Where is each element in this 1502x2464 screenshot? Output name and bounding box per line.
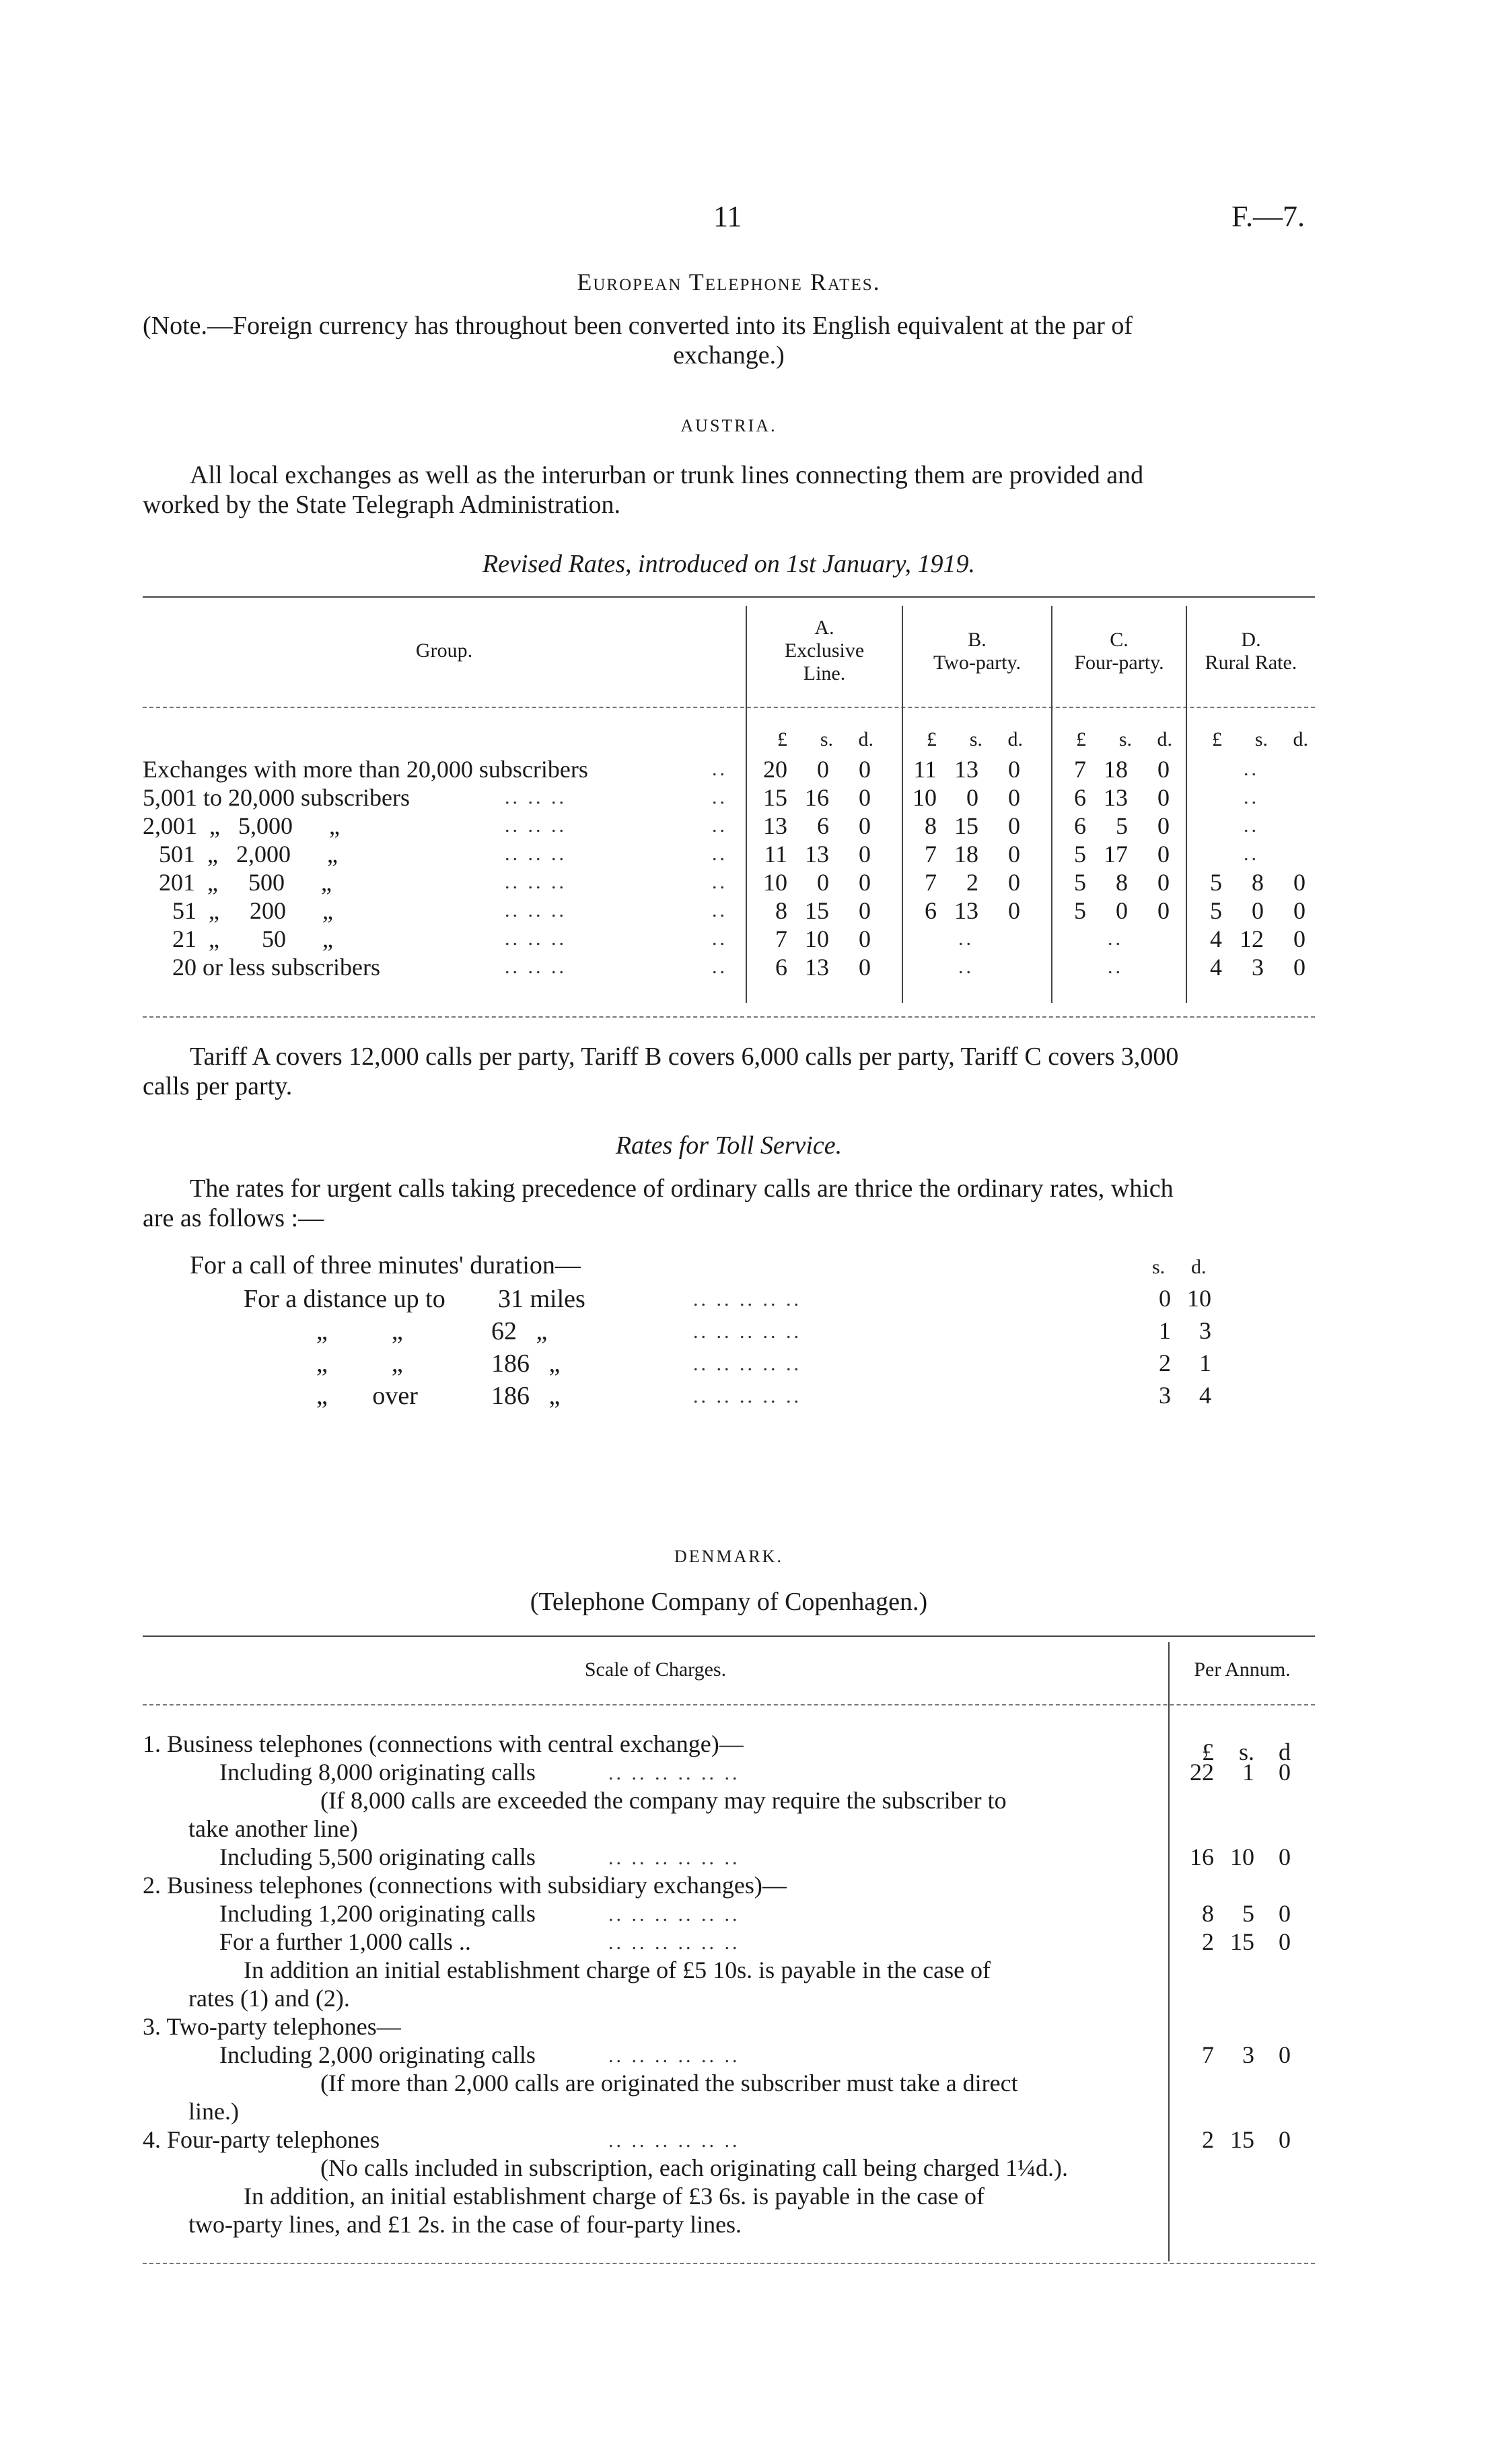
denmark-subtitle: (Telephone Company of Copenhagen.) [530,1588,928,1616]
tariff-note-line2: calls per party. [143,1072,293,1100]
toll-intro-line1: The rates for urgent calls taking precedence of ordinary calls are thrice the ordinary rates, which [190,1174,1174,1203]
rate-pence: 0 [1157,841,1170,868]
leader-dots: .. .. .. .. .. .. [608,2045,740,2067]
unit-pence: d. [1007,728,1023,750]
leader-dots: .. .. .. [505,899,567,921]
rate-shillings: 13 [1104,784,1128,811]
leader-dots: .. [712,814,727,837]
column-header-b: B. Two-party. [933,629,1022,674]
rate-empty: .. [1244,843,1259,865]
rate-pence: 0 [859,869,871,896]
rate-shillings: 10 [805,925,829,952]
rate-pence: 0 [1293,897,1306,924]
rate-pounds: 7 [1074,756,1086,783]
amount-pence: 0 [1279,1759,1291,1786]
rate-shillings: 16 [805,784,829,811]
rate-pence: 0 [1008,869,1020,896]
rate-empty: .. [1108,927,1123,950]
toll-lead: For a call of three minutes' duration— [190,1251,581,1279]
unit-pound: £ [1076,728,1086,750]
rate-pence: 0 [1008,841,1020,868]
rate-pence: 0 [859,954,871,981]
row-group-label: Exchanges with more than 20,000 subscribers [143,756,588,783]
unit-pence: d. [1293,728,1308,750]
leader-dots: .. .. .. .. .. .. [608,1847,740,1869]
leader-dots: .. [712,899,727,921]
rate-shillings: 15 [954,812,978,839]
rate-pounds: 10 [913,784,937,811]
column-divider [1168,1642,1170,2261]
leader-dots: .. [712,927,727,950]
leader-dots: .. .. .. .. .. [693,1288,801,1310]
row-group-label: 20 or less subscribers [172,954,380,981]
leader-dots: .. .. .. .. .. .. [608,1903,740,1926]
document-title: European Telephone Rates. [577,269,881,295]
rate-pence: 0 [1157,756,1170,783]
rate-pence: 0 [1008,897,1020,924]
denmark-table-top-rule [143,1635,1315,1637]
amount-pence: 0 [1279,2126,1291,2153]
rate-pounds: 11 [764,841,787,868]
austria-intro-line1: All local exchanges as well as the interurban or trunk lines connecting them are provided and [190,461,1144,489]
rate-pounds: 7 [775,925,787,952]
rate-empty: .. [1244,814,1259,837]
unit-shilling: s. [820,728,833,750]
rate-pence: 0 [1157,812,1170,839]
amount-shillings: 5 [1242,1900,1254,1927]
toll-pence: 10 [1187,1285,1211,1312]
tariff-note-line1: Tariff A covers 12,000 calls per party, Tariff B covers 6,000 calls per party, Tariff C covers 3,000 [190,1043,1179,1071]
rate-pence: 0 [1293,869,1306,896]
denmark-line-5: 2. Business telephones (connections with subsidiary exchanges)— [143,1872,787,1899]
leader-dots: .. .. .. [505,927,567,950]
amount-shillings: 1 [1242,1759,1254,1786]
leader-dots: .. .. .. .. .. [693,1321,801,1343]
rate-pounds: 5 [1074,869,1086,896]
rate-pounds: 5 [1074,841,1086,868]
leader-dots: .. .. .. [505,843,567,865]
denmark-line-11a: (If more than 2,000 calls are originated the subscriber must take a direct [320,2070,1018,2097]
amount-pounds: 22 [1190,1759,1214,1786]
rate-pence: 0 [859,925,871,952]
leader-dots: .. .. .. [505,871,567,893]
toll-distance-prefix: „ „ [316,1349,403,1378]
denmark-line-11b: line.) [188,2098,239,2125]
leader-dots: .. .. .. .. .. [693,1385,801,1407]
rate-shillings: 13 [805,954,829,981]
amount-shillings: 15 [1230,1928,1254,1955]
rate-pence: 0 [1008,812,1020,839]
rate-pounds: 8 [925,812,937,839]
unit-pound: £ [1212,728,1222,750]
leader-dots: .. [712,871,727,893]
leader-dots: .. .. .. .. .. [693,1353,801,1375]
amount-pounds: 7 [1202,2041,1214,2068]
toll-shillings: 3 [1159,1382,1171,1409]
unit-pound: £ [1202,1738,1214,1765]
rate-shillings: 8 [1116,869,1128,896]
denmark-line-13: (No calls included in subscription, each originating call being charged 1¼d.). [320,2154,1069,2181]
toll-pence: 3 [1199,1317,1211,1344]
toll-distance-miles: 62 „ [491,1317,548,1345]
toll-pence: 4 [1199,1382,1211,1409]
rate-shillings: 0 [817,869,829,896]
unit-pence: d. [858,728,873,750]
column-header-d: D. Rural Rate. [1205,629,1297,674]
rate-shillings: 2 [966,869,978,896]
rate-pence: 0 [1293,954,1306,981]
row-group-label: 21 „ 50 „ [172,925,333,952]
rate-shillings: 0 [966,784,978,811]
amount-pence: 0 [1279,1928,1291,1955]
toll-title: Rates for Toll Service. [615,1131,843,1160]
denmark-line-8b: rates (1) and (2). [188,1985,350,2012]
toll-distance-miles: 186 „ [491,1382,561,1410]
toll-distance-miles: 31 miles [498,1285,585,1313]
rate-pounds: 11 [913,756,937,783]
rate-pounds: 10 [763,869,787,896]
rate-pounds: 7 [925,841,937,868]
amount-pounds: 2 [1202,1928,1214,1955]
toll-shillings: 1 [1159,1317,1171,1344]
amount-shillings: 10 [1230,1843,1254,1870]
amount-pounds: 8 [1202,1900,1214,1927]
rate-pounds: 7 [925,869,937,896]
rate-pence: 0 [859,756,871,783]
toll-shillings: 0 [1159,1285,1171,1312]
rate-pounds: 6 [775,954,787,981]
toll-unit-s: s. [1152,1256,1166,1278]
denmark-line-6: Including 1,200 originating calls [219,1900,536,1927]
denmark-line-9: 3. Two-party telephones— [143,2013,401,2040]
denmark-line-4: Including 5,500 originating calls [219,1843,536,1870]
rate-empty: .. [1244,786,1259,808]
rate-pence: 0 [1008,756,1020,783]
denmark-line-1: 1. Business telephones (connections with central exchange)— [143,1730,744,1757]
unit-shilling: s. [969,728,982,750]
unit-shilling: s. [1254,728,1268,750]
denmark-heading: DENMARK. [674,1547,783,1566]
rate-pounds: 20 [763,756,787,783]
toll-distance-prefix: For a distance up to [244,1285,445,1313]
austria-heading: AUSTRIA. [680,416,777,435]
rate-pounds: 4 [1210,954,1222,981]
rate-pence: 0 [1157,784,1170,811]
leader-dots: .. .. .. [505,786,567,808]
unit-pence: d [1279,1738,1291,1765]
rate-empty: .. [1244,758,1259,780]
row-group-label: 201 „ 500 „ [159,869,332,896]
column-header-group: Group. [415,639,473,662]
denmark-line-10: Including 2,000 originating calls [219,2041,536,2068]
amount-pounds: 2 [1202,2126,1214,2153]
column-header-scale: Scale of Charges. [584,1658,727,1681]
rate-shillings: 17 [1104,841,1128,868]
table-top-rule [143,596,1315,598]
denmark-line-3a: (If 8,000 calls are exceeded the company may require the subscriber to [320,1787,1007,1814]
austria-table-title: Revised Rates, introduced on 1st January, 1919. [482,550,976,578]
rate-pence: 0 [859,897,871,924]
rate-shillings: 13 [805,841,829,868]
amount-pence: 0 [1279,1900,1291,1927]
denmark-line-3b: take another line) [188,1815,358,1842]
row-group-label: 501 „ 2,000 „ [159,841,338,868]
rate-pence: 0 [859,812,871,839]
rate-shillings: 13 [954,756,978,783]
rate-empty: .. [1108,956,1123,978]
denmark-line-14b: two-party lines, and £1 2s. in the case of four-party lines. [188,2211,742,2238]
rate-pounds: 13 [763,812,787,839]
leader-dots: .. .. .. [505,956,567,978]
rate-pounds: 6 [1074,784,1086,811]
rate-empty: .. [958,927,974,950]
rate-shillings: 12 [1240,925,1264,952]
rate-pounds: 15 [763,784,787,811]
denmark-line-8a: In addition an initial establishment charge of £5 10s. is payable in the case of [244,1957,991,1983]
rate-shillings: 0 [1252,897,1264,924]
table-bottom-rule [143,1016,1315,1018]
toll-distance-miles: 186 „ [491,1349,561,1378]
denmark-line-14a: In addition, an initial establishment charge of £3 6s. is payable in the case of [244,2183,985,2210]
rate-shillings: 6 [817,812,829,839]
toll-distance-prefix: „ „ [316,1317,403,1345]
denmark-table-bottom-rule [143,2263,1315,2264]
rate-pence: 0 [859,841,871,868]
rate-shillings: 18 [954,841,978,868]
unit-pound: £ [927,728,937,750]
leader-dots: .. .. .. [505,814,567,837]
column-header-a: A. Exclusive Line. [784,617,865,684]
row-group-label: 2,001 „ 5,000 „ [143,812,340,839]
currency-note-line2: exchange.) [673,341,785,369]
rate-shillings: 18 [1104,756,1128,783]
unit-shilling: s. [1238,1738,1254,1765]
toll-intro-line2: are as follows :— [143,1204,324,1232]
row-group-label: 5,001 to 20,000 subscribers [143,784,410,811]
toll-pence: 1 [1199,1349,1211,1376]
rate-pence: 0 [1157,897,1170,924]
row-group-label: 51 „ 200 „ [172,897,333,924]
denmark-line-2: Including 8,000 originating calls [219,1759,536,1786]
currency-note-line1: (Note.—Foreign currency has throughout been converted into its English equivalent at the par of [143,312,1133,340]
leader-dots: .. [712,758,727,780]
leader-dots: .. [712,843,727,865]
column-header-c: C. Four-party. [1074,629,1164,674]
denmark-header-rule [143,1704,1315,1705]
rate-empty: .. [958,956,974,978]
rate-shillings: 0 [817,756,829,783]
rate-pounds: 8 [775,897,787,924]
toll-shillings: 2 [1159,1349,1171,1376]
leader-dots: .. .. .. .. .. .. [608,2129,740,2152]
rate-pounds: 6 [1074,812,1086,839]
table-header-rule [143,707,1315,708]
rate-pounds: 4 [1210,925,1222,952]
rate-shillings: 5 [1116,812,1128,839]
amount-pence: 0 [1279,2041,1291,2068]
rate-shillings: 3 [1252,954,1264,981]
rate-pounds: 6 [925,897,937,924]
amount-shillings: 15 [1230,2126,1254,2153]
rate-pence: 0 [1157,869,1170,896]
leader-dots: .. .. .. .. .. .. [608,1932,740,1954]
leader-dots: .. .. .. .. .. .. [608,1762,740,1784]
austria-intro-line2: worked by the State Telegraph Administration. [143,491,621,519]
unit-pound: £ [777,728,787,750]
unit-shilling: s. [1118,728,1132,750]
page-reference: F.—7. [1231,200,1305,233]
leader-dots: .. [712,956,727,978]
column-header-per-annum: Per Annum. [1194,1658,1291,1681]
toll-unit-d: d. [1191,1256,1207,1278]
denmark-line-7: For a further 1,000 calls .. [219,1928,471,1955]
leader-dots: .. [712,786,727,808]
rate-shillings: 15 [805,897,829,924]
amount-shillings: 3 [1242,2041,1254,2068]
denmark-line-12: 4. Four-party telephones [143,2126,380,2153]
page-number: 11 [713,200,742,233]
rate-pounds: 5 [1210,869,1222,896]
rate-pence: 0 [1008,784,1020,811]
rate-pounds: 5 [1210,897,1222,924]
amount-pence: 0 [1279,1843,1291,1870]
toll-distance-prefix: „ over [316,1382,418,1410]
amount-pounds: 16 [1190,1843,1214,1870]
unit-pence: d. [1157,728,1172,750]
rate-shillings: 13 [954,897,978,924]
rate-shillings: 8 [1252,869,1264,896]
rate-pence: 0 [1293,925,1306,952]
rate-pence: 0 [859,784,871,811]
rate-pounds: 5 [1074,897,1086,924]
rate-shillings: 0 [1116,897,1128,924]
